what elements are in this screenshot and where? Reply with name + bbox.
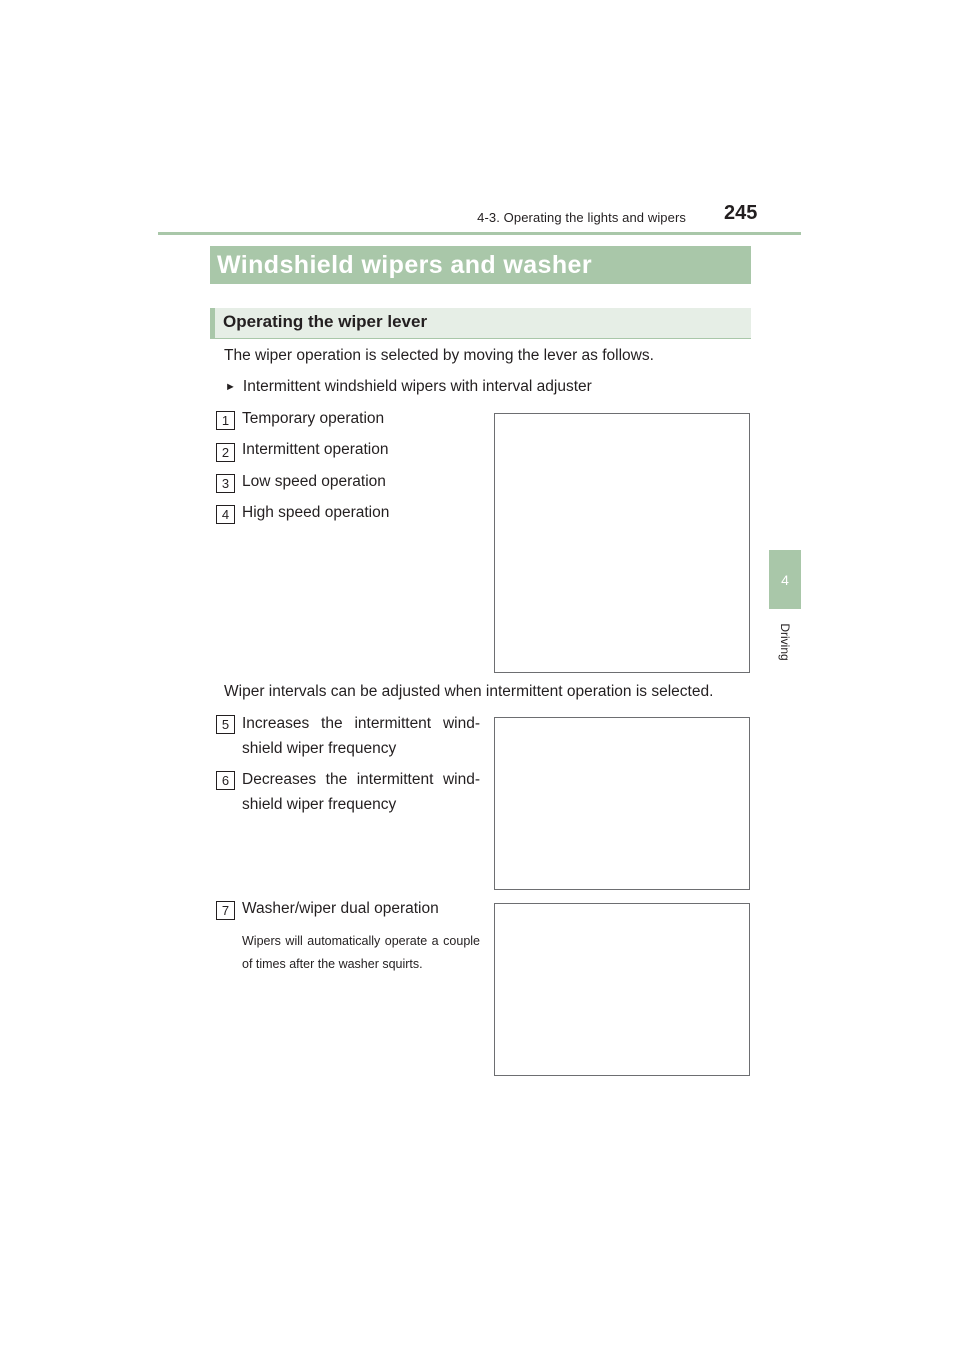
callout-number: 2 (216, 443, 235, 462)
intro-text: The wiper operation is selected by moving the lever as follows. (224, 347, 654, 364)
bullet-text: Intermittent windshield wipers with interval adjuster (242, 378, 592, 395)
list-item: Temporary operation (242, 410, 385, 427)
interval-adjuster-figure (494, 717, 750, 890)
list-item: Washer/wiper dual operation (242, 900, 439, 917)
subsection-header (210, 308, 751, 339)
subsection-accent (210, 308, 215, 339)
item-note: Wipers will automatically operate a couple of times after the washer squirts. (242, 934, 480, 971)
washer-figure (494, 903, 750, 1076)
page-number: 245 (724, 202, 758, 224)
callout-number: 6 (216, 771, 235, 790)
interval-text: Wiper intervals can be adjusted when intermittent operation is selected. (224, 683, 714, 700)
callout-number: 1 (216, 411, 235, 430)
list-item: High speed operation (242, 504, 390, 521)
wiper-lever-figure (494, 413, 750, 673)
triangle-bullet-icon: ► (225, 381, 236, 393)
page-title: Windshield wipers and washer (210, 246, 751, 284)
chapter-tab: 4 (769, 550, 801, 609)
section-header: 4-3. Operating the lights and wipers (477, 210, 686, 225)
callout-number: 5 (216, 715, 235, 734)
bullet-item (225, 378, 592, 396)
chapter-label: Driving (778, 623, 792, 661)
header-rule (158, 232, 801, 235)
callout-number: 3 (216, 474, 235, 493)
list-item: Decreases the intermittent wind-shield wiper frequency (242, 771, 480, 813)
list-item: Increases the intermittent wind-shield wiper frequency (242, 715, 480, 757)
subsection-title: Operating the wiper lever (223, 312, 428, 331)
callout-number: 7 (216, 901, 235, 920)
callout-number: 4 (216, 505, 235, 524)
list-item: Low speed operation (242, 473, 386, 490)
list-item: Intermittent operation (242, 441, 389, 458)
